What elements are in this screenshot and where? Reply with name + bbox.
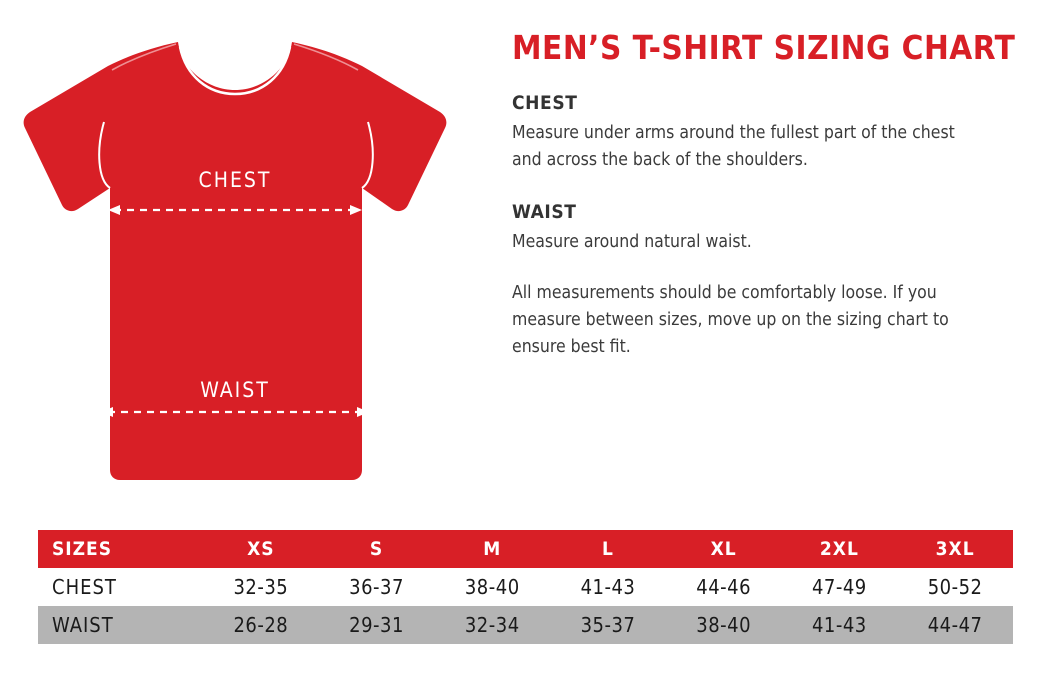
table-row [38,606,1013,644]
chest-section-heading: CHEST [512,92,578,115]
chest-m: 38-40 [464,575,520,599]
table-header-2xl: 2XL [819,538,859,560]
chest-s: 36-37 [349,575,404,599]
waist-xs: 26-28 [233,613,289,637]
table-header-s: S [369,538,384,560]
table-header-row [38,530,1013,568]
waist-m: 32-34 [464,613,520,637]
chest-xs: 32-35 [233,575,289,599]
table-header-m: M [483,538,502,560]
row-label-waist: WAIST [52,613,114,637]
measurement-note: All measurements should be comfortably loose. If you measure between sizes, move up on the sizing chart to ensure best fit. [512,282,949,357]
chest-dimension-label: CHEST [198,168,272,192]
size-table [38,530,1013,644]
chest-l: 41-43 [580,575,636,599]
info-panel [512,0,1032,520]
waist-section [512,201,1032,256]
waist-l: 35-37 [580,613,636,637]
table-header-xs: XS [247,538,275,560]
table-header-sizes: SIZES [52,538,113,560]
row-label-chest: CHEST [52,575,117,599]
waist-s: 29-31 [349,613,404,637]
waist-2xl: 41-43 [811,613,867,637]
chest-3xl: 50-52 [927,575,983,599]
table-header-l: L [602,538,614,560]
chest-2xl: 47-49 [811,575,867,599]
chest-section [512,92,1032,174]
table-header-3xl: 3XL [935,538,975,560]
tshirt-illustration [0,0,470,520]
tshirt-svg [0,0,470,520]
tshirt-body-shape [24,42,447,480]
chest-section-body: Measure under arms around the fullest part of the chest and across the back of the shoulders. [512,123,955,171]
table-header-xl: XL [710,538,737,560]
waist-3xl: 44-47 [927,613,983,637]
waist-section-body: Measure around natural waist. [512,231,752,252]
page-title: MEN’S T-SHIRT SIZING CHART [512,28,1016,67]
waist-dimension-label: WAIST [200,378,270,402]
chest-xl: 44-46 [696,575,752,599]
waist-section-heading: WAIST [512,200,577,223]
table-row [38,568,1013,606]
waist-xl: 38-40 [696,613,752,637]
